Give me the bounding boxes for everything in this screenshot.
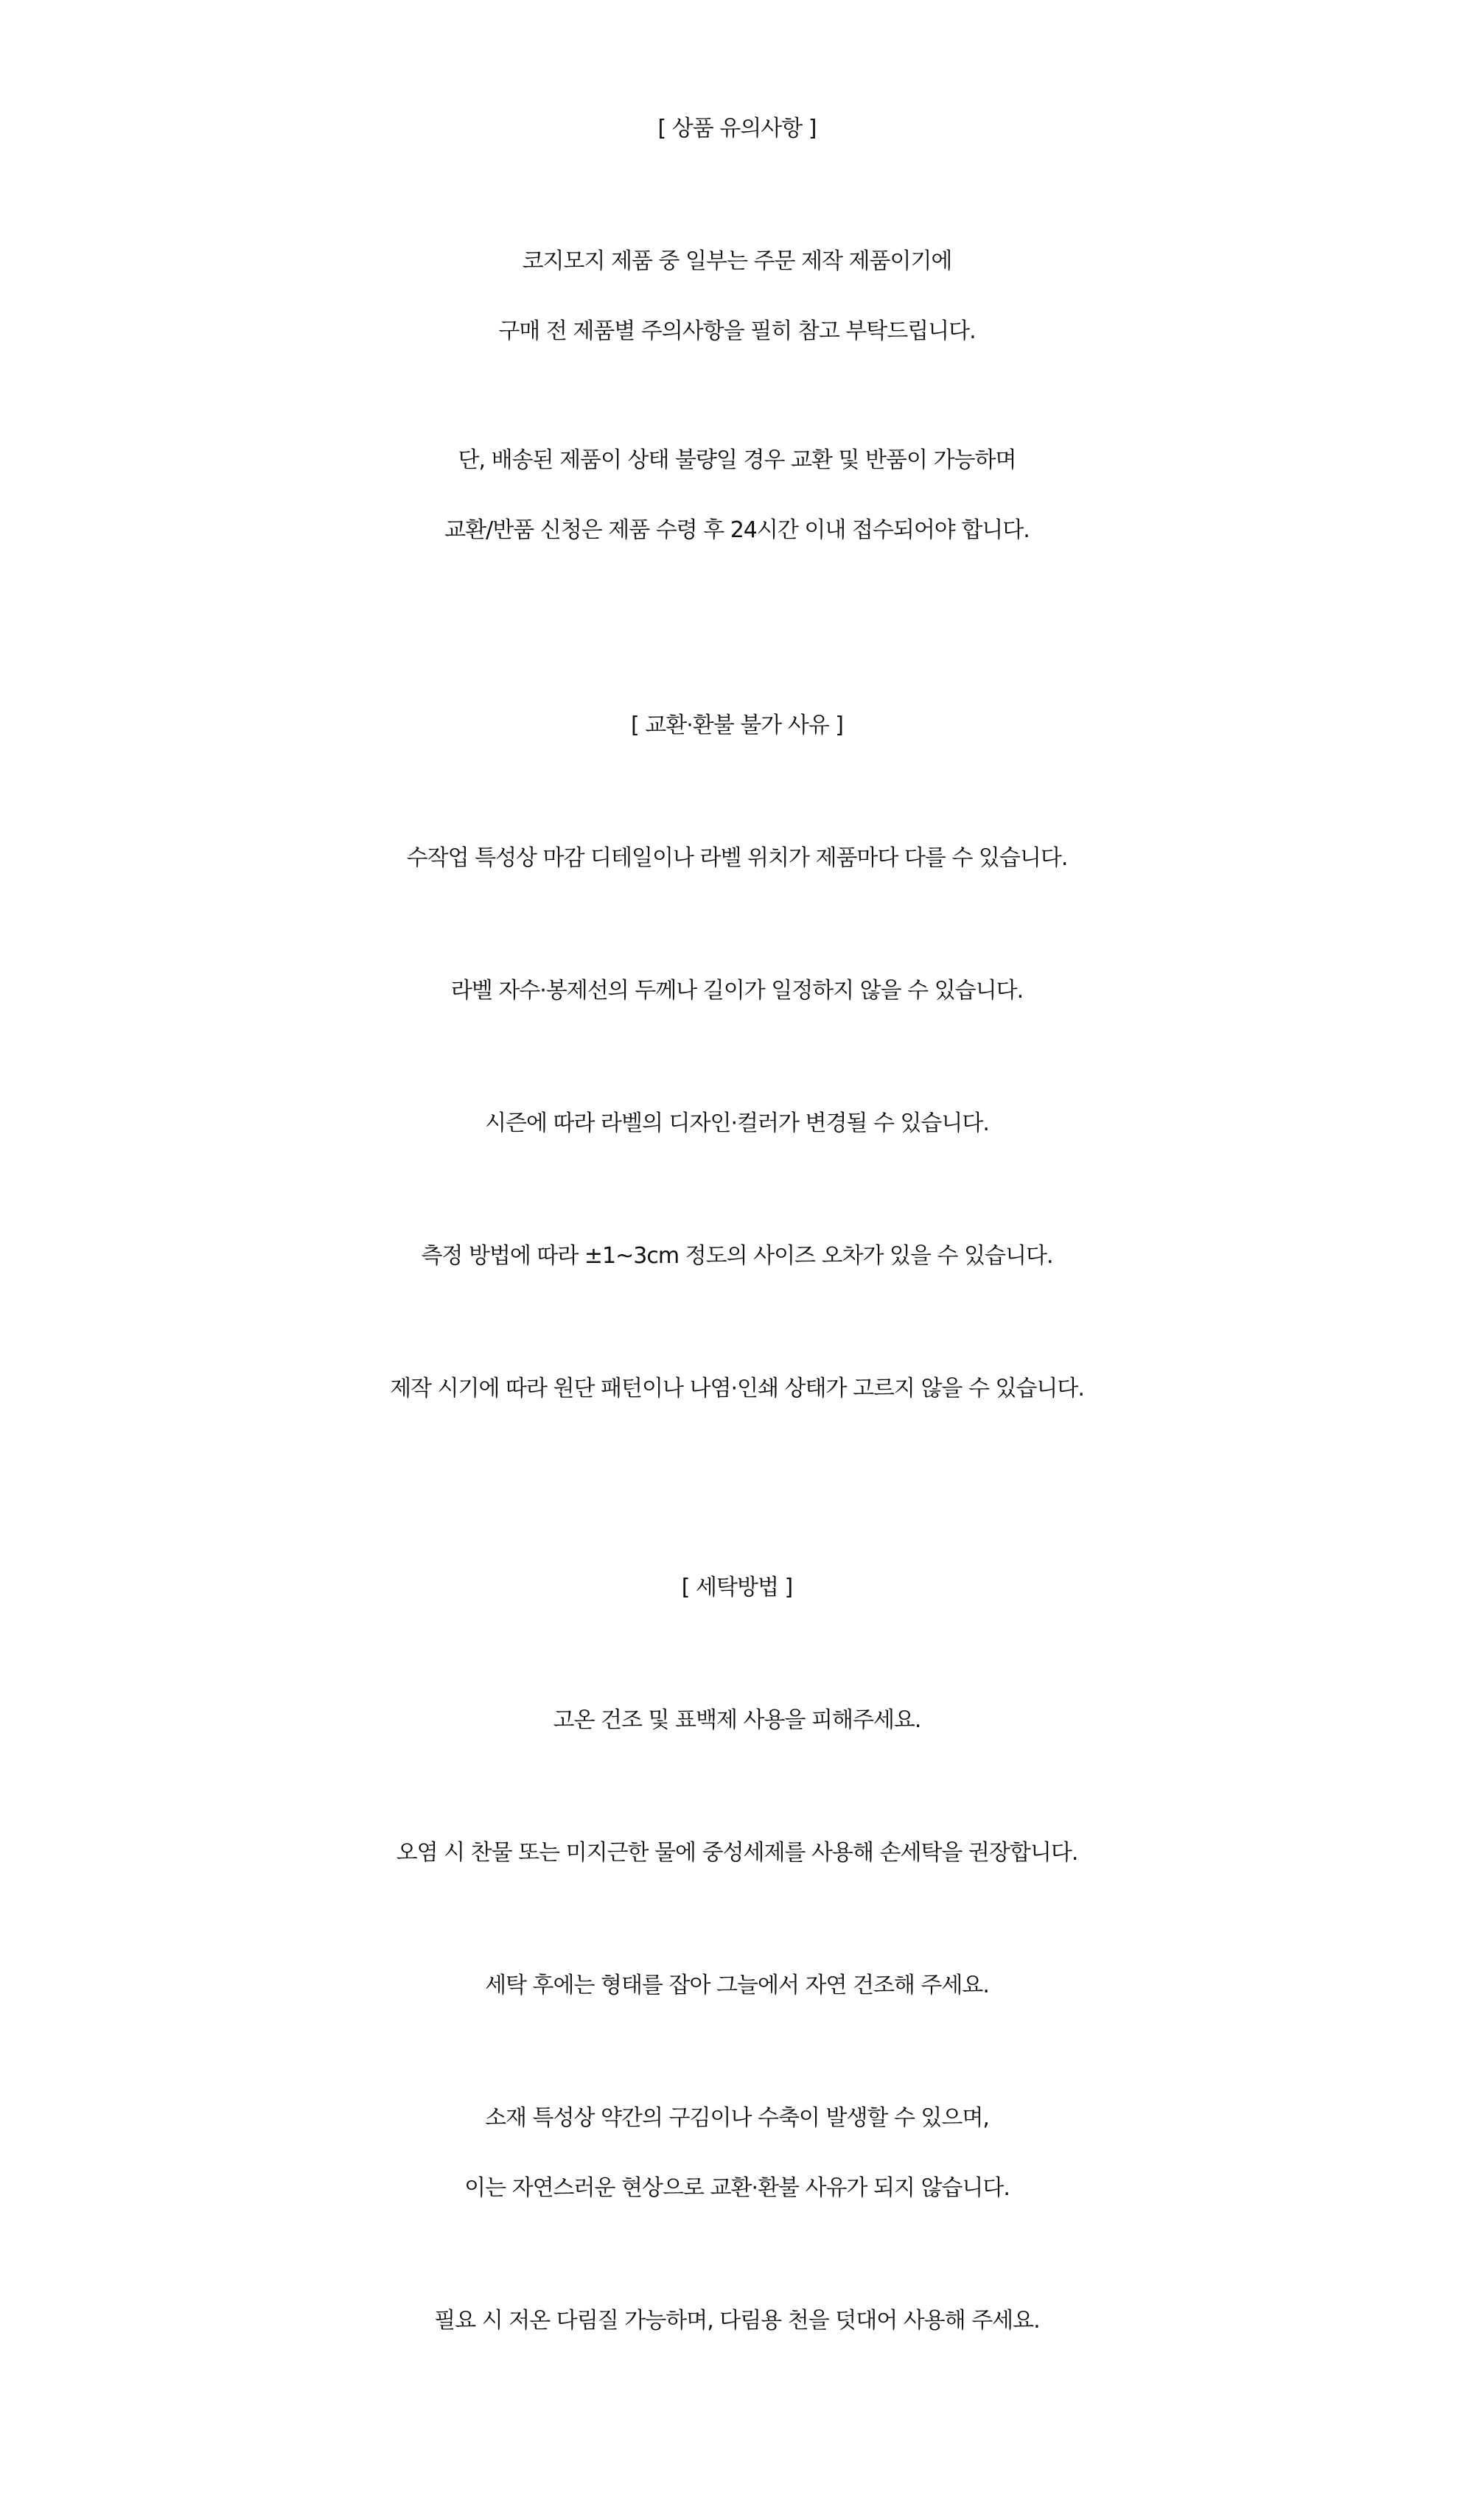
notice-paragraph-1-line-1: 코지모지 제품 중 일부는 주문 제작 제품이기에 xyxy=(522,248,952,274)
no-refund-item: 시즌에 따라 라벨의 디자인·컬러가 변경될 수 있습니다. xyxy=(485,1110,989,1136)
washing-item-4-line-1: 소재 특성상 약간의 구김이나 수축이 발생할 수 있으며, xyxy=(485,2105,989,2131)
washing-item-2: 오염 시 찬물 또는 미지근한 물에 중성세제를 사용해 손세탁을 권장합니다. xyxy=(396,1840,1078,1866)
notice-paragraph-2-line-1: 단, 배송된 제품이 상태 불량일 경우 교환 및 반품이 가능하며 xyxy=(458,447,1016,473)
notice-paragraph-2-line-2: 교환/반품 신청은 제품 수령 후 24시간 이내 접수되어야 합니다. xyxy=(444,517,1030,543)
washing-item-5: 필요 시 저온 다림질 가능하며, 다림용 천을 덧대어 사용해 주세요. xyxy=(434,2308,1040,2334)
no-refund-item: 라벨 자수·봉제선의 두께나 길이가 일정하지 않을 수 있습니다. xyxy=(450,978,1024,1004)
washing-item-4-line-2: 이는 자연스러운 현상으로 교환·환불 사유가 되지 않습니다. xyxy=(464,2175,1010,2201)
notice-heading: [ 상품 유의사항 ] xyxy=(657,116,817,141)
no-refund-heading: [ 교환·환불 불가 사유 ] xyxy=(631,713,843,738)
washing-item-3: 세탁 후에는 형태를 잡아 그늘에서 자연 건조해 주세요. xyxy=(485,1973,989,1998)
no-refund-item: 제작 시기에 따라 원단 패턴이나 나염·인쇄 상태가 고르지 않을 수 있습니다. xyxy=(390,1376,1084,1401)
washing-item-1: 고온 건조 및 표백제 사용을 피해주세요. xyxy=(553,1707,921,1733)
notice-paragraph-1-line-2: 구매 전 제품별 주의사항을 필히 참고 부탁드립니다. xyxy=(498,318,976,344)
no-refund-item: 측정 방법에 따라 ±1~3cm 정도의 사이즈 오차가 있을 수 있습니다. xyxy=(421,1243,1053,1269)
no-refund-item: 수작업 특성상 마감 디테일이나 라벨 위치가 제품마다 다를 수 있습니다. xyxy=(406,845,1068,871)
washing-heading: [ 세탁방법 ] xyxy=(681,1575,793,1600)
